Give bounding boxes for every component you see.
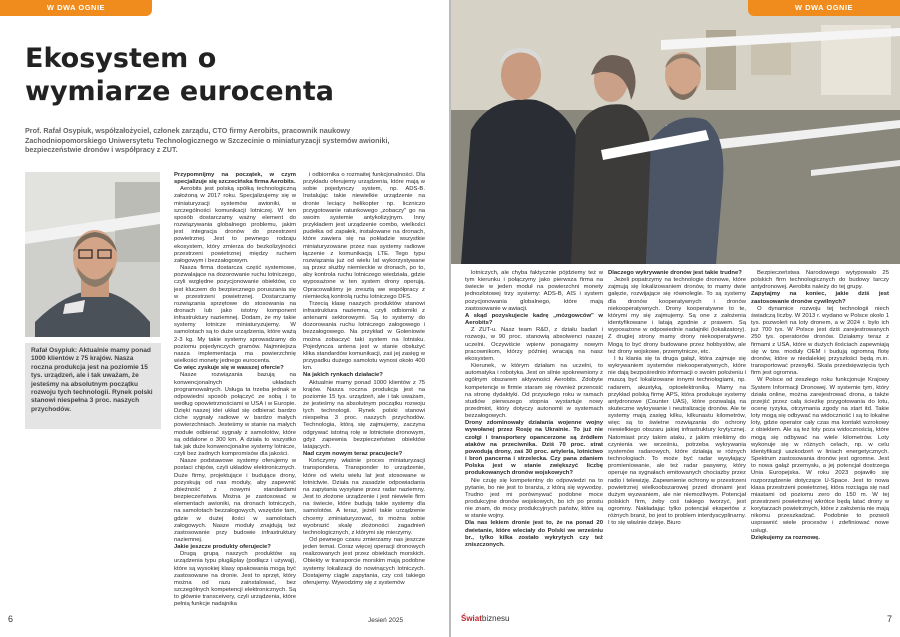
question-paragraph: Co więc zyskuje się w wasszej ofercie? [174,365,284,372]
magazine-logo [461,614,509,623]
answer-paragraph: Kierunek, w którym działam na uczelni, to automatyka i robotyka. Jest on silnie spokrewniony z ogólnym obszarem aktywności Aerobits. Zdobyte kompetencje w firmie staram się również przenosić na stronę dydaktyki. Od przyszłego roku w ramach studiów pierwszego stopnia wystartuje nowy przedmiot, który dotyczy autonomii w systemach bezzałogowych. [465,363,603,420]
answer-paragraph: Bezpieczeństwa Narodowego wytypowało 25 polskich firm technologicznych do budowy tarczy antydronowej. Aerobits należy do tej grupy. [751,270,889,291]
left-page [0,0,449,637]
article-lead: Prof. Rafał Osypiuk, współzałożyciel, członek zarządu, CTO firmy Aerobits, pracownik naukowy Zachodniopomorskiego Uniwersytetu Technologicznego w Szczecinie o miniaturyzacji systemów awioniki, bezpieczeństwie dronów i współpracy z ZUT. [25,126,390,155]
answer-paragraph: Jeżeli popatrzymy na technologie dronowe, które zajmują się lokalizowaniem dronów, to mamy dwie gałęzie, rozwijające się równolegle. To są systemy dla dronów kooperatywnych i dronów niekooperatywnych. Drony kooperatywne to te, którymi my się zajmujemy. Są one z założenia identyfikowane i latają zgodnie z prawem. Są wyposażone w odpowiednie nadajniki (lokalizatory). Z drugiej strony mamy drony niekooperatywne. Mogą to być drony budowane przez hobbystów, ale też drony wojskowe, przemytnicze, etc. [608,277,746,355]
question-paragraph: Zapytajmy na koniec, jakie dziś jest zastosowanie dronów cywilnych? [751,291,889,305]
answer-paragraph: lotniczych, ale chyba faktycznie pójdziemy też w tym kierunku i połączymy jako pierwsza firma na świecie w jeden moduł na powierzchni monety jednozłotowej trzy systemy: ADS-B, AIS i system pozycjonowania globalnego, które mają zastosowanie w awiacji. [465,270,603,312]
article-column-4 [608,270,746,612]
answer-paragraph: Od pewnego czasu zmierzamy nas jeszcze jeden temat. Coraz więcej operacji dronowych realizowanych jest przez obiektach morskich. Obiekty w transporcie morskim mają podobne systemy lokalizacji do nowinących lotniczych. Dostajemy ciągle zapytania, czy coś takiego oferujemy. Wywodzimy się z systemów [303,536,425,586]
section-tab: W DWA OGNIE [0,0,152,16]
question-paragraph: A skąd pozyskujecie kadrę „mózgowców" w Aerobits? [465,312,603,327]
brand-b: biznesu [481,614,510,623]
answer-paragraph: Aktualnie mamy ponad 1000 klientów z 75 krajów. Nasza roczna produkcja jest na poziomie 15 tys. urządzeń, ale i tak uważam, że jesteśmy na absolutnym początku rozwoju tych technologii. Rynek polski stanowi niespełna 3 proc. naszych przychodów. Technologia, którą się zajmujemy, zaczyna odgrywać istotną rolę w lotnictwie dronowym, gdyż zapewnia bezpieczeństwo obiektów latających. [303,379,425,450]
answer-paragraph: Nasze podstawowe systemy oferujemy w postaci chipów, czyli układów elektronicznych. Duże firmy, projektujące i budujące drony, pozyskują od nas moduły, aby zapewnić zbieżność z nowymi standardami bezpieczeństwa. Można je zastosować w elementach awioniki, na dronach lotniczych, na samolotach bezzałogowych, wszędzie tam, gdzie w dużej ilości w samolotach załogowych. Nasze moduły znajdują też zastosowanie przy budowie infrastruktury naziemnej. [174,458,296,543]
answer-paragraph: Aerobits jest polską spółką technologiczną założoną w 2017 roku. Specjalizujemy się w miniaturyzacji systemów awioniki, w szczególności komunikacji lotniczej. W ten sposób dostarczamy ważny element do rozwiązywania globalnego problemu, jakim jest integracja dronów do przestrzeni powietrznej. Jest to pewnego rodzaju ekosystem, który zmierza do bezkolizyjności przestrzeni powietrznej między ruchem załogowym i bezzałogowym. [174,186,296,264]
answer-paragraph: Kończymy właśnie proces miniaturyzacji transpondera. Transponder to urządzenie, które od wielu wielu lat jest stosowane w lotnictwie. Działa na zasadzie odpowiadania na zapytania wysyłane przez radar naziemny. Jest to złożone urządzenie i jest niewiele firm na świecie, które budują takie systemy dla samolotów. A teraz, jeżeli takie urządzenie chcemy zminiaturyzować, to można sobie wyobrazić skalę złożoności zagadnień technologicznych, z którymi się mierzymy. [303,458,425,536]
question-paragraph: Na jakich rynkach działacie? [303,372,383,379]
article-column-5 [751,270,889,612]
question-paragraph: Dla nas lekiem dronie jest to, że na ponad 20 dwietanie, które wleciały do Polski we wrześniu br., tylko kilka zostało wykrytych czy też zniszczonych. [465,520,603,548]
answer-paragraph: O dynamice rozwoju tej technologii niech świadczą liczby. W 2013 r. wydano w Polsce około 1 tys. pozwoleń na loty dronem, a w 2024 r. było ich już 700 tys. W Polsce jest dziś zarejestrowanych 250 tys. operatorów dronów. Działamy teraz z firmami z USA, które w dużych ilościach zapewniają się w tzw. moduły OEM i budują ogromną flotę dronów, które w niedalekiej przyszłości będą m.in. transportować przesyłki. Skala przedsięwzięcia tych firm jest ogromna. [751,305,889,377]
answer-paragraph: I tu klania się ta druga gałąź, która zajmuje się wykrywaniem systemów niekooperatywnych, które nie dają bezpośrednio informacji o swoim położeniu i muszą być lokalizowane innymi technologiami, np. radarem, akustyką, optoelektroniką. Mamy na przykład polską firmę APS, która produkuje systemy antydronowe (Counter UAS), które pozwalają na skuteczne wykrywanie i neutralizację dronów. Ale te systemy mają zasięg kilku, kilkunastu kilometrów, więc są to świetne rozwiązania do ochrony niewielkiego obszaru jakiej infrastruktury krytycznej. Natomiast przy takim ataku, z jakim mieliśmy do czynienia we wrześniu, potrzeba wykrywania systemów radarowych, które działają w różnych technologiach. To może być radar wysyłający promieniowanie, ale też radar pasywny, który operuje na sygnałach emitowanych chociażby przez radio i telewizję. Zapewnienie ochrony w przestrzeni powietrznej wielkoobszarowej przed dronami jest dużym wyzwaniem, ale nie niemożliwym. Potencjał polskich firm, żeby coś takiego tworzyć, jest ogromny. Nakładając tylko potencjał ekspertów z różnych branż, bo jest to problem interdyscyplinarny. I to się właśnie dzieje. Biuro [608,355,746,527]
right-page [451,0,900,637]
answer-paragraph: Trzecią klasę naszych produktów stanowi infrastruktura naziemna, czyli odbiorniki z antenami sektorowymi. Są to systemy do dozorowania ruchu lotniczego załogowego i bezzałogowego. Na przykład w Goleniowie można zobaczyć taki system na lotnisku. Pojedyncza antena jest w stanie obsłużyć klika standardów komunikacji, zaś jej zasięg w przypadku dużego samolotu wynosi około 400 km. [303,300,425,372]
section-tab-right: W DWA OGNIE [748,0,900,16]
page-number-right: 7 [886,614,892,624]
article-title: Ekosystem o wymiarze eurocenta [25,43,334,107]
photo-caption: Rafał Osypiuk: Aktualnie mamy ponad 1000 klientów z 75 krajów. Nasza roczna produkcja jest na poziomie 15 tys. urządzeń, ale i tak uważam, że jesteśmy na absolutnym początku rozwoju tych technologii. Rynek polski stanowi niespełna 3 proc. naszych przychodów. [25,343,161,429]
question-paragraph: Przypomnijmy na początek, w czym specjalizuje się szczecińska firma Aerobits. [174,172,296,186]
question-paragraph: Nad czym nowym teraz pracujecie? [303,451,403,458]
answer-paragraph: Nie czuję się kompetentny do odpowiedzi na to pytanie, bo nie jest to branża, z którą się wywodzę. Trudno jest mi porównywać podobne moce produkcyjne dronów wojskowych, bo ich po prostu nie znam, do mocy produkcyjnych państw, które są w stanie wojny. [465,477,603,520]
lab-photo [451,0,900,264]
article-column-1 [174,172,296,612]
portrait-photo [25,172,160,337]
article-column-2 [303,172,425,612]
question-paragraph: Dlaczego wykrywanie dronów jest takie trudne? [608,270,742,276]
question-paragraph: Jakie jeszcze produkty oferujecie? [174,544,271,551]
brand-a: Świat [461,614,482,623]
answer-paragraph: Drugą grupą naszych produktów są urządzenia typu plug&play (podłącz i używaj), które są wysokiej klasy opakowania mogą być zastosowane na dronie. Jest to sprzęt, który można od razu zainstalować, bez szczególnych kompetencji elektronicznych. Są to głównie transceivery, czyli urządzenia, które pełnią funkcje nadajnika [174,551,296,608]
answer-paragraph: Nasza firma dostarcza część systemowe, pozwalające na dozorowanie ruchu lotniczego, czyli względne pozycjonowanie obiektów, co jest kluczem do bezpiecznego poruszania się w przestrzeni powietrznej. Dostarczamy rozwiązania sprzętowe do stosowania na dronach lub jako istotny komponent infrastruktury naziemnej. Dodam, że my takie systemy lotnicze miniaturyzujemy. W samolotach są to duże urządzenia, które ważą 2-3 kg. My takie systemy sprowadzamy do poziomu pojedynczych gramów. Najmniejsza nasza implementacja ma powierzchnię wielkości monety jednego eurocenta. [174,265,296,365]
page-number-left: 6 [8,614,14,624]
question-paragraph: Dziękujemy za rozmowę. [751,534,821,541]
article-column-3 [465,270,603,612]
answer-paragraph: Z ZUT-u. Nasz team R&D, z działu badań i rozwoju, w 90 proc. stanowią absolwenci naszej uczelni. Oczywiście wpierw ponagamy nowym pracownikom, którzy później wracają na nasz ekosystem. [465,327,603,362]
question-paragraph: Drony zdominowały działania wojenne wojny wywołanej przez Rosję na Ukrainie. To już nie czołgi i transportery opancerzone są źródłem ataków na przeciwnika. Dziś 70 proc. strat powodują drony, zaś 30 proc. artyleria, lotnictwo i broń pancerna i strzelecka. Czy pana zdaniem Polska jest w stanie zwiększyć liczbę produkowanych dronów wojskowych? [465,420,603,477]
issue-label: Jesień 2025 [368,617,404,624]
answer-paragraph: W Polsce od zeszłego roku funkcjonuje Krajowy System Informacji Dronowej. W systemie tym, który działa online, można zarejestrować drona, a także przejść przez całą ścieżkę przygotowania do lotu, ocenę ryzyka, otrzymania zgody na start itd. Takie loty mogą się odbywać na widoczność i są to lokalne loty, gdzie operator cały czas ma kontakt wzrokowy z obiektem. Ale są też loty poza widocznością, które mogą się odbywać na wiele kilometrów. Loty wykonuje się w różnych celach, np. w celu identyfikacji uszkodzeń w liniach energetycznych. Spektrum zastosowania dronów jest ogromne. Jest to nowa gałąź przemysłu, a jej potencjał dostrzega Unia Europejska. W roku 2023 pojawiło się rozporządzenie dotyczące U-Space. Jest to nowa klasa przestrzeni powietrznej, która rozciąga się nad miastami od poziomu zero do 150 m. W tej przestrzeni powietrznej wkrótce będą latać drony w korytarzach powietrznych, które z założenia nie mają nikomu przeszkadzać. Podobnie to pozwoli usprawnić wiele procesów i zdefiniować nowe usługi. [751,377,889,534]
answer-paragraph: i odbiornika o rozmaitej funkcjonalności. Dla przykładu oferujemy urządzenia, które mają w sobie pojedynczy system, np. ADS-B. Instalując takie niewielkie urządzenie na dronie leciący helikopter np. liczniczo przygotowanie ratunkowego „zobaczy" go na swoim systemie antykolizyjnym. Inny przykładem jest urządzenie combo, wielkości pudełka od zapałek, instalowane na dronach, które zawiera się na pokładzie wszystkie miniaturyzowane przez nas systemy radiowe łączenie z komunikacją LTE. Tego typu rozwiązania już od wielu lat wykorzystywane są przez służby niemieckie w dronach, po to, aby kontrola ruchu lotniczego wiedziała, gdzie wyposażone w ten system drony operują. Opracowaliśmy je zresztą we współpracy z niemiecką kontrolą ruchu lotniczego DFS. [303,172,425,300]
answer-paragraph: Nasze rozwiązania bazują na konwencjonalnych układach programowalnych. Usługa ta trzeba jednak w odpowiedni sposób połączyć ze sobą i to według opowietrznościami w USA i w Europie. Dzięki naszej idei układ się odbierać bardzo ciche sygnały radiowe w bardzo małych powierzchniach. Jesteśmy w stanie na małych modułe odbierać sygnały z samolotów, które są oddalone o 300 km. A działa to wszystko tak jak duże konwencjonalne systemy lotnicze, czyli bez żadnych kompromisów dla jakości. [174,372,296,458]
